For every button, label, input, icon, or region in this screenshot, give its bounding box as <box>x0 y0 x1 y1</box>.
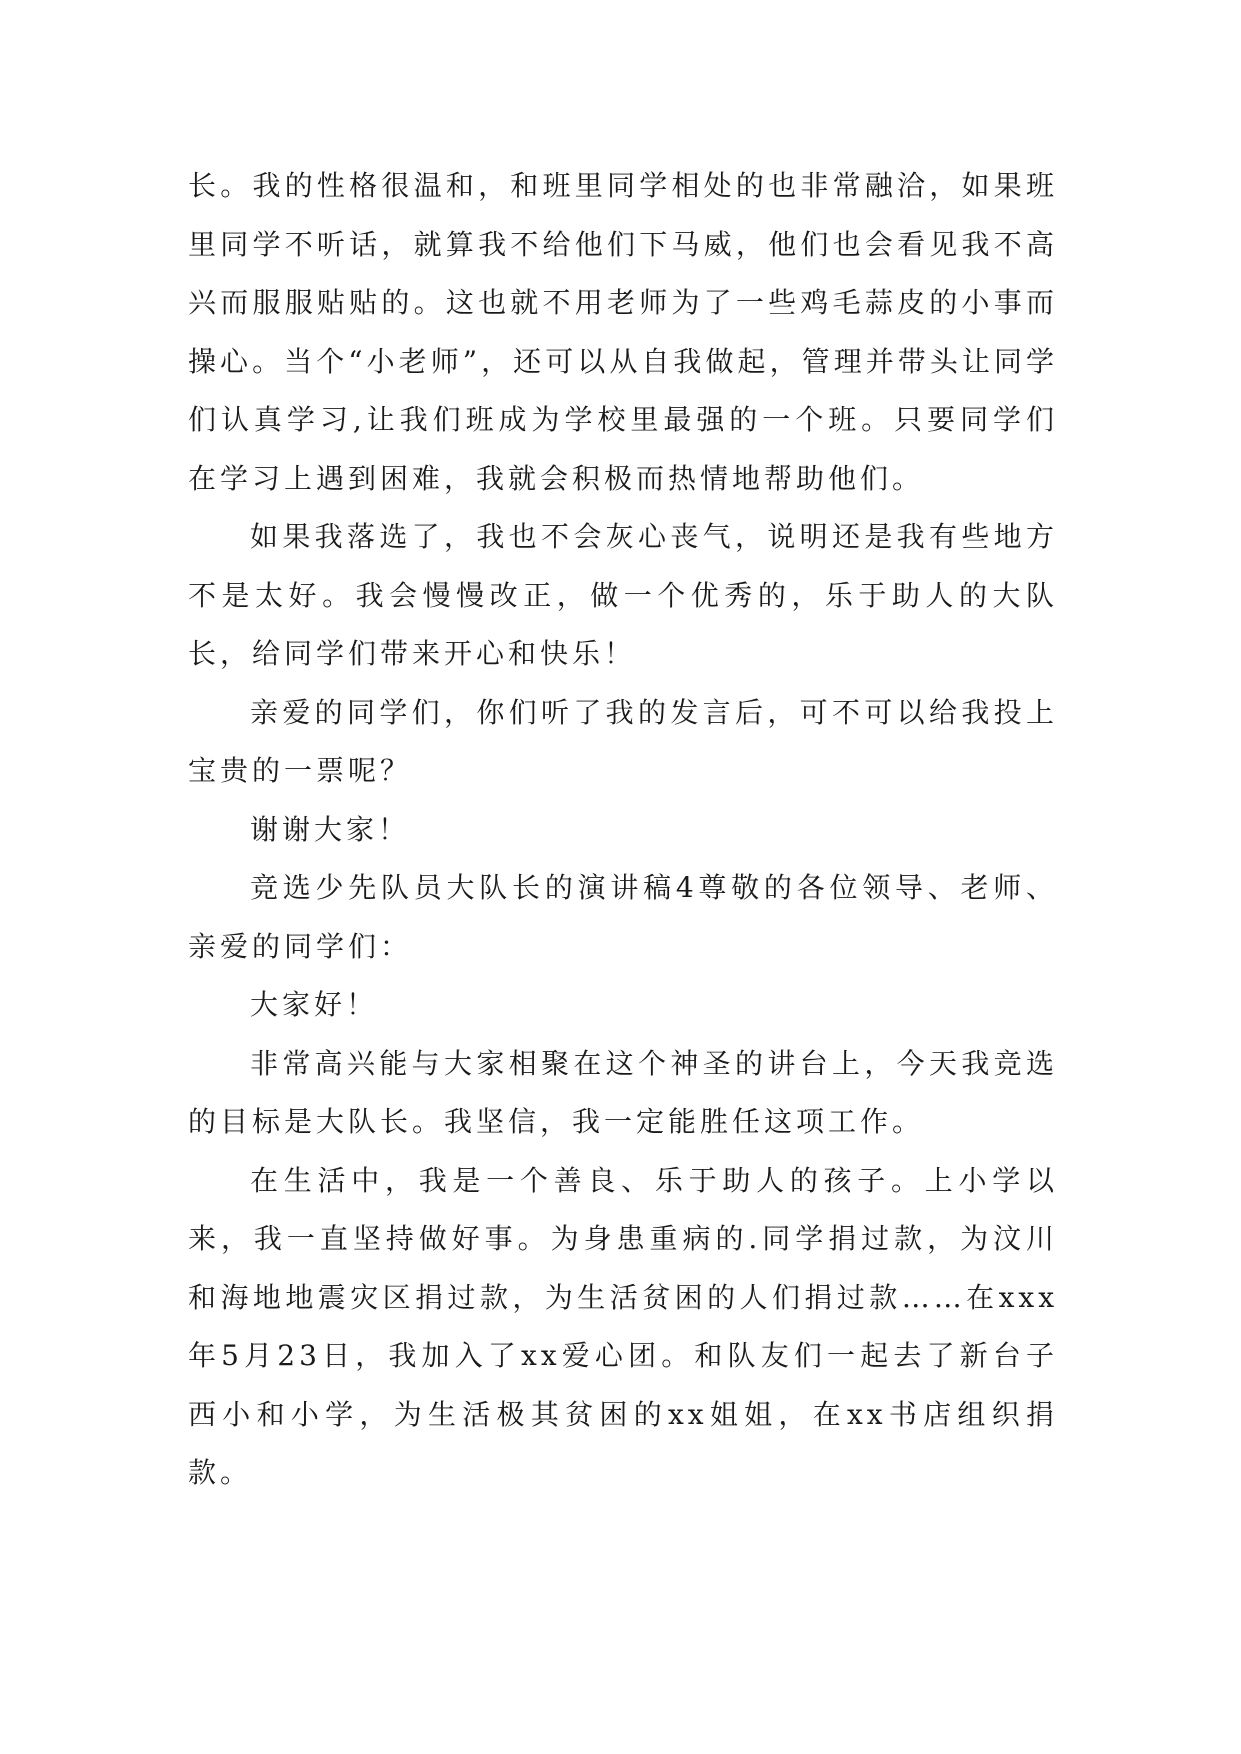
paragraph-7: 非常高兴能与大家相聚在这个神圣的讲台上，今天我竞选的目标是大队长。我坚信，我一定能胜任这项工作。 <box>188 1046 1058 1138</box>
paragraph-8: 在生活中，我是一个善良、乐于助人的孩子。上小学以来，我一直坚持做好事。为身患重病的.同学捐过款，为汶川和海地地震灾区捐过款，为生活贫困的人们捐过款……在xxx年5月23日，我加入了xx爱心团。和队友们一起去了新台子西小和小学，为生活极其贫困的xx姐姐，在xx书店组织捐款。 <box>188 1163 1058 1489</box>
paragraph-5: 竞选少先队员大队长的演讲稿4尊敬的各位领导、老师、亲爱的同学们： <box>188 871 1058 963</box>
paragraph-3: 亲爱的同学们，你们听了我的发言后，可不可以给我投上宝贵的一票呢？ <box>188 695 1058 787</box>
paragraph-2: 如果我落选了，我也不会灰心丧气，说明还是我有些地方不是太好。我会慢慢改正，做一个优秀的，乐于助人的大队长，给同学们带来开心和快乐！ <box>188 520 1058 670</box>
paragraph-6: 大家好！ <box>250 988 379 1021</box>
paragraph-1: 长。我的性格很温和，和班里同学相处的也非常融洽，如果班里同学不听话，就算我不给他们下马威，他们也会看见我不高兴而服服贴贴的。这也就不用老师为了一些鸡毛蒜皮的小事而操心。当个“小老师”，还可以从自我做起，管理并带头让同学们认真学习,让我们班成为学校里最强的一个班。只要同学们在学习上遇到困难，我就会积极而热情地帮助他们。 <box>188 169 1058 495</box>
paragraph-4: 谢谢大家！ <box>250 812 411 846</box>
document-body <box>188 157 1058 1503</box>
